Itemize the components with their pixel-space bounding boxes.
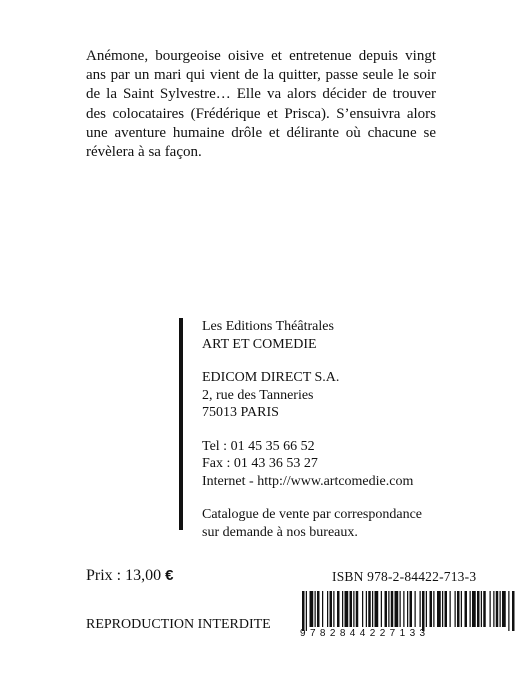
barcode-bar — [350, 591, 353, 627]
publisher-city: 75013 PARIS — [202, 405, 279, 420]
barcode-bar — [477, 591, 480, 627]
barcode-bar — [372, 591, 373, 627]
barcode-bar — [366, 591, 367, 627]
barcode-bar — [333, 591, 334, 627]
barcode-bar — [342, 591, 343, 627]
barcode-bar — [490, 591, 491, 627]
barcode-bar — [496, 591, 499, 627]
publisher-divider-bar — [179, 318, 183, 530]
barcode-bar — [450, 591, 451, 627]
barcode-bar — [337, 591, 340, 627]
barcode-bar — [375, 591, 379, 627]
barcode-bar — [457, 591, 460, 627]
barcode-bar — [481, 591, 482, 627]
publisher-company: EDICOM DIRECT S.A. — [202, 370, 340, 385]
barcode-bar — [437, 591, 441, 627]
barcode-bar — [327, 591, 328, 627]
reproduction-notice: REPRODUCTION INTERDITE — [86, 617, 271, 632]
barcode-bar — [420, 591, 421, 627]
barcode-bar — [512, 591, 515, 631]
barcode-bar — [345, 591, 349, 627]
publisher-fax: Fax : 01 43 36 53 27 — [202, 456, 318, 471]
barcode-bar — [500, 591, 501, 627]
barcode-bar — [502, 591, 506, 627]
barcode-bar — [465, 591, 468, 627]
barcode-bar — [381, 591, 382, 627]
barcode-bar — [353, 591, 354, 627]
barcode-bar — [407, 591, 408, 627]
barcode-bar — [302, 591, 305, 631]
barcode-bar — [415, 591, 416, 627]
publisher-street: 2, rue des Tanneries — [202, 387, 314, 403]
isbn-number: ISBN 978-2-84422-713-3 — [332, 569, 477, 584]
publisher-block — [202, 318, 452, 541]
barcode-bar — [330, 591, 333, 627]
barcode-bar — [368, 591, 371, 627]
barcode-bar — [422, 591, 425, 631]
barcode-bar — [430, 591, 433, 627]
barcode-bar — [445, 591, 448, 627]
barcode-bar — [310, 591, 314, 627]
price-label: Prix : 13,00 — [86, 567, 162, 584]
barcode-bar — [385, 591, 388, 627]
publisher-imprint: Les Editions Théâtrales — [202, 319, 334, 334]
barcode-digits: 9782844227133 — [300, 628, 430, 639]
barcode-bar — [483, 591, 486, 627]
catalog-note-line1: Catalogue de vente par correspondance — [202, 507, 423, 522]
barcode-bar — [322, 591, 323, 627]
barcode-bar — [410, 591, 413, 627]
barcode-bar — [455, 591, 456, 627]
barcode-bar — [317, 591, 320, 627]
barcode-bar — [426, 591, 427, 627]
barcode-bar — [470, 591, 471, 627]
publisher-collection: ART ET COMEDIE — [202, 336, 317, 352]
publisher-phone: Tel : 01 45 35 66 52 — [202, 438, 315, 454]
back-cover-synopsis — [86, 47, 436, 162]
barcode-bar — [362, 591, 363, 627]
barcode-bar — [306, 591, 307, 631]
barcode-bar — [508, 591, 509, 631]
publisher-website: Internet - http://www.artcomedie.com — [202, 473, 414, 489]
barcode-bar — [442, 591, 443, 627]
barcode-bar — [493, 591, 494, 627]
catalog-note-line2: sur demande à nos bureaux. — [202, 524, 358, 540]
barcode-bar — [472, 591, 476, 627]
barcode-bar — [403, 591, 404, 627]
barcode-bar — [395, 591, 399, 627]
barcode-bar — [400, 591, 401, 627]
barcode-bar — [388, 591, 389, 627]
barcode-bars — [298, 591, 518, 631]
barcode-bar — [356, 591, 359, 627]
barcode-bar — [315, 591, 316, 627]
synopsis-text: Anémone, bourgeoise oisive et entretenue depuis vingt ans par un mari qui vient de la quitter, passe seule le soir de la Saint Sylvestre… Elle va alors décider de trouver des colocataires (Frédérique et Prisca). S’ensuivra alors une aventure humaine drôle et délirante où chacune se révèlera à sa façon. — [86, 48, 436, 161]
barcode-bar — [461, 591, 462, 627]
barcode-bar — [391, 591, 394, 627]
euro-currency-symbol: € — [165, 567, 174, 584]
barcode-bar — [433, 591, 434, 627]
price — [86, 567, 173, 585]
